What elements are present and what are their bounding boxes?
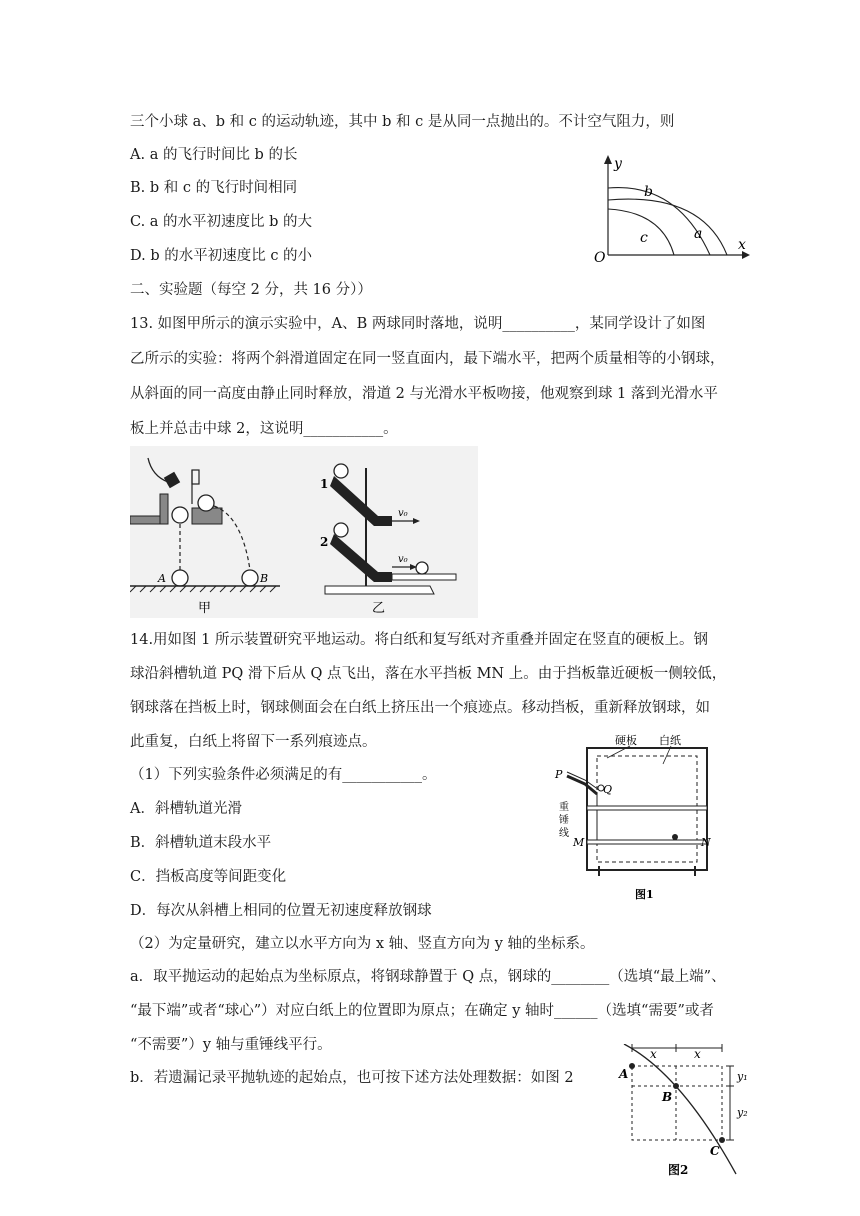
label-M: M xyxy=(573,836,585,849)
q14-part1: （1）下列实验条件必须满足的有___________。 xyxy=(130,767,437,783)
label-x-1: x xyxy=(650,1047,657,1061)
v0-label-1: v₀ xyxy=(398,508,408,519)
baffle-upper xyxy=(587,806,707,810)
label-plumb-2: 锤 xyxy=(559,815,569,826)
q14-intro-1: 14.用如图 1 所示装置研究平地运动。将白纸和复写纸对齐重叠并固定在竖直的硬板上。钢 xyxy=(130,632,708,648)
label-N: N xyxy=(701,836,711,849)
q13-line-3: 从斜面的同一高度由静止同时释放，滑道 2 与光滑水平板吻接，他观察到球 1 落到光滑水平 xyxy=(130,386,718,402)
ball-b-end xyxy=(242,570,258,586)
caption-fig2: 图2 xyxy=(668,1163,689,1177)
q14-option-b: B．斜槽轨道末段水平 xyxy=(130,835,272,851)
curve-b xyxy=(608,188,710,255)
q12-stem: 三个小球 a、b 和 c 的运动轨迹，其中 b 和 c 是从同一点抛出的。不计空气阻力，则 xyxy=(130,114,675,130)
label-y2: y₂ xyxy=(737,1106,748,1119)
curve-a xyxy=(608,199,727,255)
label-plumb-1: 重 xyxy=(559,802,569,813)
q13-line-2: 乙所示的实验：将两个斜滑道固定在同一竖直面内，最下端水平，把两个质量相等的小钢球， xyxy=(130,351,725,367)
q12-option-a: A. a 的飞行时间比 b 的长 xyxy=(130,147,298,163)
x-label: x xyxy=(738,237,746,253)
label-a: a xyxy=(694,226,703,242)
q14-a-line-2: “最下端”或者“球心”）对应白纸上的位置即为原点；在确定 y 轴时______（选填“需要”或者 xyxy=(130,1003,714,1019)
q14-intro-3: 钢球落在挡板上时，钢球侧面会在白纸上挤压出一个痕迹点。移动挡板，重新释放钢球，如 xyxy=(130,700,710,716)
q14-option-d: D．每次从斜槽上相同的位置无初速度释放钢球 xyxy=(130,903,432,919)
point-a xyxy=(629,1063,635,1069)
point-c xyxy=(719,1137,725,1143)
label-A: A xyxy=(619,1067,629,1081)
q14-intro-2: 球沿斜槽轨道 PQ 滑下后从 Q 点飞出，落在水平挡板 MN 上。由于挡板靠近硬板一侧较低， xyxy=(130,666,727,682)
ball-1 xyxy=(334,464,348,478)
label-P: P xyxy=(555,768,563,781)
label-y1: y₁ xyxy=(737,1070,748,1083)
label-plumb-3: 线 xyxy=(559,828,569,839)
label-hardboard: 硬板 xyxy=(615,734,637,747)
ball-on-baffle xyxy=(672,834,678,840)
label-c: c xyxy=(640,230,648,246)
q13-line-1: 13. 如图甲所示的演示实验中，A、B 两球同时落地，说明__________，某同学设计了如图 xyxy=(130,316,706,332)
v0-label-2: v₀ xyxy=(398,554,408,565)
caption-fig1: 图1 xyxy=(635,888,654,901)
ball-a-end xyxy=(172,570,188,586)
q14-intro-4: 此重复，白纸上将留下一系列痕迹点。 xyxy=(130,734,377,750)
q14-option-a: A．斜槽轨道光滑 xyxy=(130,801,242,817)
caption-jia: 甲 xyxy=(198,601,212,616)
label-B: B xyxy=(662,1090,673,1104)
origin-label: O xyxy=(594,250,606,266)
q12-option-c: C. a 的水平初速度比 b 的大 xyxy=(130,214,313,230)
y-label: y xyxy=(614,156,622,172)
label-Q: Q xyxy=(603,783,613,796)
experiment-figure-jia-yi xyxy=(130,446,478,618)
label-C: C xyxy=(710,1144,720,1158)
figure-2-grid xyxy=(616,1044,764,1204)
q14-a-line-1: a．取平抛运动的起始点为坐标原点，将钢球静置于 Q 点，钢球的________（选填“最上端”、 xyxy=(130,969,726,985)
ball-b-start xyxy=(198,495,214,511)
q13-line-4: 板上并总击中球 2，这说明___________。 xyxy=(130,421,398,437)
figure-1-apparatus xyxy=(545,730,720,902)
section-heading: 二、实验题（每空 2 分，共 16 分）） xyxy=(130,282,372,298)
q12-option-d: D. b 的水平初速度比 c 的小 xyxy=(130,248,313,264)
ball-a-start xyxy=(172,507,188,523)
ball-on-board xyxy=(416,562,428,574)
label-B: B xyxy=(260,572,269,585)
label-b: b xyxy=(644,184,653,200)
label-x-2: x xyxy=(694,1047,701,1061)
q14-option-c: C．挡板高度等间距变化 xyxy=(130,869,287,885)
q14-a-line-3: “不需要”）y 轴与重锤线平行。 xyxy=(130,1037,332,1053)
caption-yi: 乙 xyxy=(372,601,386,616)
track-label-1: 1 xyxy=(320,477,329,491)
label-paper: 白纸 xyxy=(659,734,681,747)
point-b xyxy=(673,1083,679,1089)
track-label-2: 2 xyxy=(320,535,329,549)
smooth-board xyxy=(392,574,456,580)
stand-base xyxy=(325,586,434,594)
q12-option-b: B. b 和 c 的飞行时间相同 xyxy=(130,180,298,196)
ball-2 xyxy=(334,523,348,537)
label-A: A xyxy=(158,572,166,585)
q14-b-line: b．若遗漏记录平抛轨迹的起始点，也可按下述方法处理数据：如图 2 xyxy=(130,1070,574,1086)
y-arrow-icon xyxy=(604,155,612,164)
baffle-mn xyxy=(587,840,707,844)
trajectory-figure xyxy=(592,152,752,270)
q14-part2: （2）为定量研究，建立以水平方向为 x 轴、竖直方向为 y 轴的坐标系。 xyxy=(130,936,595,952)
